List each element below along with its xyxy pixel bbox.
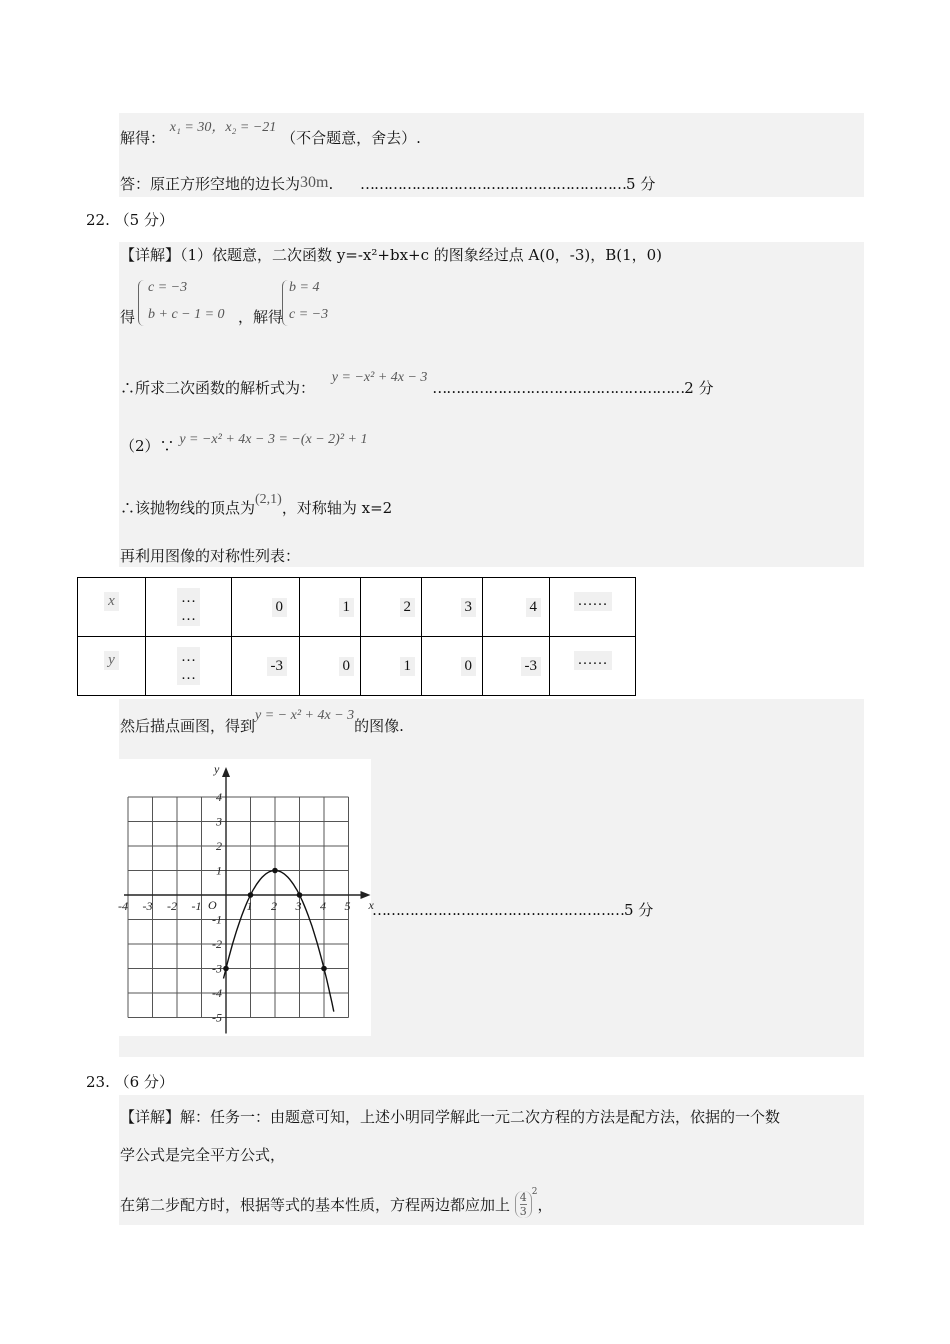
origin-label: O	[208, 898, 217, 912]
parabola-graph	[118, 759, 374, 1036]
brace-1	[138, 280, 146, 326]
graph-panel	[118, 759, 374, 1036]
q21-answer-line: 答：原正方形空地的边长为30m. …………………………………………………5 分	[120, 174, 656, 193]
q22-system-line: 得 c = −3 b + c − 1 = 0 ，解得 b = 4 c = −3	[120, 280, 329, 326]
q22-table-intro: 再利用图像的对称性列表：	[120, 547, 301, 565]
q22-part2-line: （2）∵ y = −x² + 4x − 3 = −(x − 2)² + 1	[120, 432, 368, 455]
y-tick-label: 2	[216, 839, 222, 853]
plotted-point	[297, 892, 303, 898]
q22-detail: 【详解】（1）依题意，二次函数 y=-x²+bx+c 的图象经过点 A(0，-3)，B(1，0)	[120, 246, 663, 264]
table-row-x: x … … 0 1 2 3 4 ……	[78, 578, 636, 637]
q22-expression-line: ∴所求二次函数的解析式为： y = −x² + 4x − 3 ………………………………………………2 分	[120, 370, 714, 397]
y-tick-label: -3	[212, 961, 222, 976]
q23-line-2: 学公式是完全平方公式，	[120, 1146, 286, 1164]
y-tick-label: 4	[216, 790, 222, 804]
y-tick-label: 3	[216, 814, 222, 829]
q21-answer-value: 30m	[300, 174, 329, 191]
plotted-point	[272, 868, 278, 874]
q22-plot-line: 然后描点画图，得到y = − x² + 4x − 3的图像.	[120, 708, 404, 735]
x-tick-label: -1	[191, 899, 202, 913]
q22-header: 22. （5 分）	[86, 211, 174, 229]
fraction: $\frac{4}{3}$	[515, 1191, 532, 1218]
y-tick-label: -2	[212, 937, 222, 951]
q22-vertex-line: ∴该抛物线的顶点为(2,1)，对称轴为 x=2	[120, 492, 393, 517]
q23-line-1: 【详解】解：任务一：由题意可知，上述小明同学解此一元二次方程的方法是配方法，依据的一个数	[120, 1108, 781, 1126]
table-row-y: y … … -3 0 1 0 -3 ……	[78, 637, 636, 696]
x-tick-label: 3	[295, 899, 302, 913]
plotted-point	[223, 966, 229, 972]
y-tick-label: -4	[212, 986, 222, 1000]
x-tick-label: 2	[271, 899, 277, 913]
q23-line-3: 在第二步配方时，根据等式的基本性质，方程两边都应加上 $\frac{4}{3}$ $^2$，	[120, 1187, 553, 1218]
q23-header: 23. （6 分）	[86, 1073, 174, 1091]
y-tick-label: -1	[212, 912, 222, 927]
x-tick-label: -4	[118, 899, 128, 913]
x-axis-label: x	[368, 898, 374, 912]
y-axis-arrow	[222, 767, 230, 777]
q22-graph-score-line: ………………………………………………5 分	[372, 901, 654, 919]
y-tick-label: -5	[212, 1010, 222, 1025]
q21-solution-line: 解得： x₁ = 30，x₂ = −21 （不合题意，舍去）.	[120, 120, 421, 147]
plotted-point	[248, 892, 254, 898]
x-tick-label: -2	[167, 899, 177, 913]
x-tick-label: 4	[320, 899, 326, 913]
y-tick-label: 1	[216, 863, 222, 878]
parabola-curve	[224, 871, 334, 1012]
plotted-point	[321, 966, 327, 972]
x-tick-label: 5	[344, 899, 351, 913]
x-tick-label: -3	[142, 899, 153, 913]
y-axis-label: y	[214, 762, 220, 776]
q21-solution-math: x₁ = 30，x₂ = −21	[169, 120, 277, 135]
value-table	[77, 577, 636, 696]
x-tick-label: 1	[246, 899, 253, 913]
